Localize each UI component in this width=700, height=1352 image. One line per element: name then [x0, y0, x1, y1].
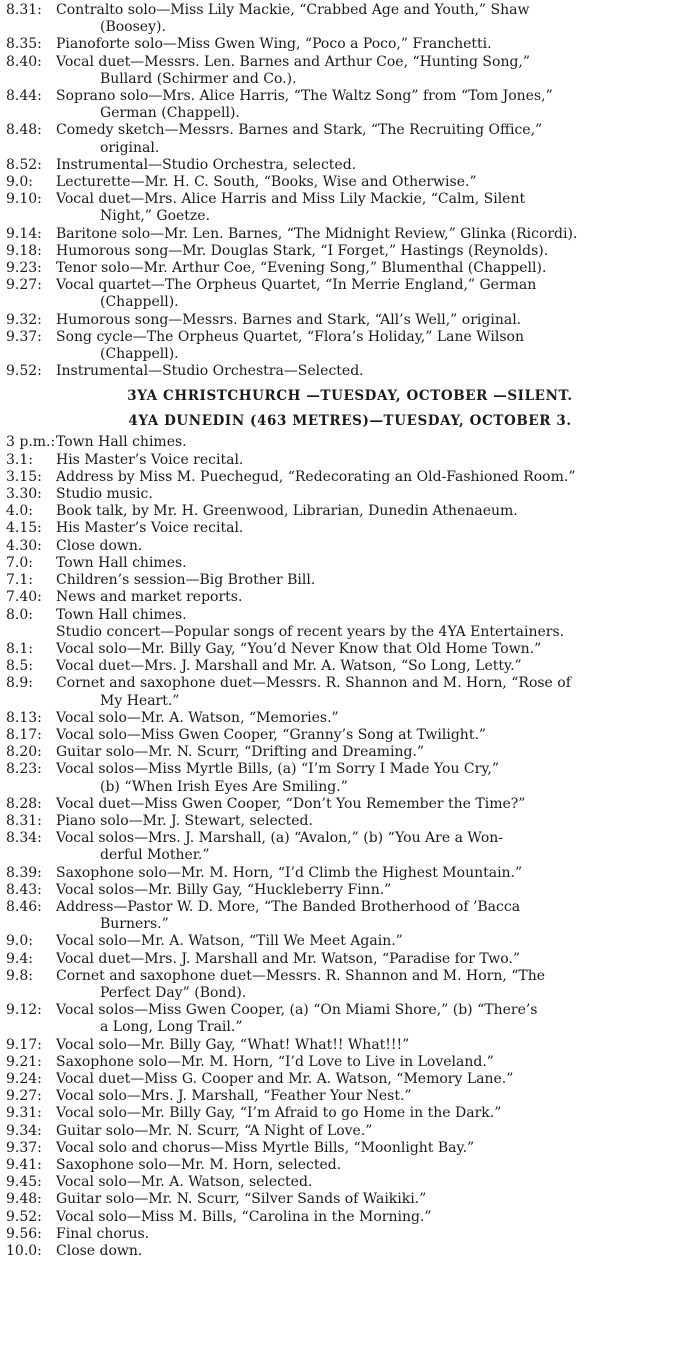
entry-text: Town Hall chimes. — [56, 606, 187, 623]
entry-text-continued: original. — [100, 139, 160, 156]
entry-time: 8.52: — [6, 156, 42, 173]
programme-entry — [6, 1140, 694, 1157]
entry-time: 3.15: — [6, 468, 42, 485]
programme-entry — [6, 469, 694, 486]
entry-time: 9.21: — [6, 1053, 42, 1070]
programme-entry — [6, 1226, 694, 1243]
entry-text-continued: (Chappell). — [100, 294, 179, 311]
programme-entry — [6, 1191, 694, 1208]
entry-text-continued: (b) “When Irish Eyes Are Smiling.” — [100, 778, 348, 795]
programme-entry — [6, 1157, 694, 1174]
entry-text-continued: derful Mother.” — [100, 847, 210, 864]
entry-text: Humorous song—Messrs. Barnes and Stark, “All’s Well,” original. — [56, 311, 522, 328]
entry-text: Address—Pastor W. D. More, “The Banded Brotherhood of ’Bacca — [56, 898, 521, 915]
entry-text: Lecturette—Mr. H. C. South, “Books, Wise and Otherwise.” — [56, 174, 477, 191]
entry-time: 8.20: — [6, 744, 42, 761]
entry-text: Close down. — [56, 537, 143, 554]
entry-time: 9.14: — [6, 225, 42, 242]
entry-time: 8.9: — [6, 675, 33, 692]
entry-text: Vocal solos—Mrs. J. Marshall, (a) “Avalon,” (b) “You Are a Won- — [56, 830, 503, 847]
entry-text: Cornet and saxophone duet—Messrs. R. Shannon and M. Horn, “Rose of — [56, 675, 571, 692]
entry-text: Vocal duet—Messrs. Len. Barnes and Arthur Coe, “Hunting Song,” — [56, 53, 531, 70]
entry-text: Vocal solo—Miss M. Bills, “Carolina in the Morning.” — [56, 1208, 432, 1225]
programme-entry — [6, 452, 694, 469]
entry-text: Baritone solo—Mr. Len. Barnes, “The Midnight Review,” Glinka (Ricordi). — [56, 225, 578, 242]
entry-time: 3.30: — [6, 486, 42, 503]
entry-text: Children’s session—Big Brother Bill. — [56, 572, 316, 589]
entry-text-continued: (Boosey). — [100, 19, 166, 36]
programme-entry — [6, 933, 694, 950]
entry-time: 9.0: — [6, 933, 33, 950]
entry-time: 8.1: — [6, 640, 33, 657]
programme-entry — [6, 1088, 694, 1105]
entry-time: 8.5: — [6, 658, 33, 675]
entry-time: 9.48: — [6, 1191, 42, 1208]
entry-text: Vocal duet—Mrs. J. Marshall and Mr. A. Watson, “So Long, Letty.” — [56, 658, 522, 675]
programme-entry — [6, 675, 694, 709]
entry-time: 9.10: — [6, 191, 42, 208]
programme-entry — [6, 486, 694, 503]
entry-time: 4.0: — [6, 503, 33, 520]
programme-entry — [6, 796, 694, 813]
entry-text: Instrumental—Studio Orchestra, selected. — [56, 156, 357, 173]
programme-entry — [6, 607, 694, 624]
entry-time: 8.0: — [6, 606, 33, 623]
programme-entry — [6, 226, 694, 243]
programme-entry — [6, 624, 694, 641]
entry-time: 8.44: — [6, 88, 42, 105]
programme-entry — [6, 710, 694, 727]
programme-entry — [6, 1243, 694, 1260]
programme-entry — [6, 882, 694, 899]
entry-text: Saxophone solo—Mr. M. Horn, “I’d Love to Live in Loveland.” — [56, 1053, 494, 1070]
programme-entry — [6, 555, 694, 572]
entry-time: 9.52: — [6, 1208, 42, 1225]
programme-entry — [6, 277, 694, 311]
entry-text-continued: Perfect Day” (Bond). — [100, 984, 247, 1001]
entry-time: 9.17: — [6, 1036, 42, 1053]
entry-time: 4.30: — [6, 537, 42, 554]
entry-text: Close down. — [56, 1243, 143, 1260]
programme-entry — [6, 1105, 694, 1122]
entry-text: Comedy sketch—Messrs. Barnes and Stark, “The Recruiting Office,” — [56, 122, 543, 139]
entry-time: 8.40: — [6, 53, 42, 70]
programme-entry — [6, 727, 694, 744]
programme-entry — [6, 36, 694, 53]
entry-text: Contralto solo—Miss Lily Mackie, “Crabbed Age and Youth,” Shaw — [56, 2, 530, 18]
programme-entry — [6, 641, 694, 658]
entry-text: Town Hall chimes. — [56, 434, 187, 451]
entry-time: 9.24: — [6, 1070, 42, 1087]
entry-text: Song cycle—The Orpheus Quartet, “Flora’s Holiday,” Lane Wilson — [56, 328, 524, 345]
programme-entry — [6, 744, 694, 761]
entry-time: 9.27: — [6, 1088, 42, 1105]
entry-time: 9.34: — [6, 1122, 42, 1139]
entry-text: Guitar solo—Mr. N. Scurr, “Drifting and Dreaming.” — [56, 744, 425, 761]
entry-time: 9.37: — [6, 1139, 42, 1156]
entry-text: His Master’s Voice recital. — [56, 451, 244, 468]
programme-entry — [6, 865, 694, 882]
entry-time: 9.37: — [6, 328, 42, 345]
entry-time: 8.35: — [6, 36, 42, 53]
entry-time: 8.23: — [6, 761, 42, 778]
entry-text: Studio music. — [56, 486, 153, 503]
programme-entry — [6, 1054, 694, 1071]
programme-entry — [6, 122, 694, 156]
entry-time: 7.0: — [6, 554, 33, 571]
programme-entry — [6, 1037, 694, 1054]
entry-time: 9.8: — [6, 967, 33, 984]
heading-4ya-dunedin: 4YA DUNEDIN (463 METRES)—TUESDAY, OCTOBER 3. — [128, 413, 572, 430]
entry-time: 7.1: — [6, 572, 33, 589]
programme-entry — [6, 260, 694, 277]
programme-entry — [6, 1123, 694, 1140]
entry-time: 9.56: — [6, 1225, 42, 1242]
entry-time: 9.12: — [6, 1002, 42, 1019]
programme-entry — [6, 520, 694, 537]
entry-text-continued: Night,” Goetze. — [100, 208, 211, 225]
programme-entry — [6, 968, 694, 1002]
entry-text: Address by Miss M. Puechegud, “Redecorating an Old-Fashioned Room.” — [56, 468, 576, 485]
entry-text-continued: German (Chappell). — [100, 105, 240, 122]
programme-entry — [6, 363, 694, 380]
programme-entry — [6, 572, 694, 589]
entry-text: His Master’s Voice recital. — [56, 520, 244, 537]
entry-text: Humorous song—Mr. Douglas Stark, “I Forget,” Hastings (Reynolds). — [56, 242, 549, 259]
programme-entry — [6, 174, 694, 191]
entry-text: Saxophone solo—Mr. M. Horn, selected. — [56, 1157, 342, 1173]
entry-text: Studio concert—Popular songs of recent years by the 4YA Entertainers. — [56, 623, 565, 640]
entry-text: Vocal duet—Miss Gwen Cooper, “Don’t You Remember the Time?” — [56, 795, 526, 812]
programme-entry — [6, 329, 694, 363]
programme-entry — [6, 761, 694, 795]
entry-text-continued: Burners.” — [100, 916, 169, 933]
entry-time: 3.1: — [6, 451, 33, 468]
entry-text: News and market reports. — [56, 589, 243, 606]
entry-text: Tenor solo—Mr. Arthur Coe, “Evening Song,” Blumenthal (Chappell). — [56, 260, 547, 277]
entry-text: Pianoforte solo—Miss Gwen Wing, “Poco a Poco,” Franchetti. — [56, 36, 492, 53]
entry-time: 10.0: — [6, 1243, 42, 1260]
entry-text: Guitar solo—Mr. N. Scurr, “A Night of Love.” — [56, 1122, 373, 1139]
entry-text: Instrumental—Studio Orchestra—Selected. — [56, 363, 364, 380]
programme-entry — [6, 191, 694, 225]
entry-text: Vocal solo—Mr. A. Watson, “Till We Meet Again.” — [56, 933, 403, 950]
entry-text: Vocal solo—Mr. Billy Gay, “I’m Afraid to go Home in the Dark.” — [56, 1105, 502, 1122]
entry-text: Vocal solos—Miss Gwen Cooper, (a) “On Miami Shore,” (b) “There’s — [56, 1002, 538, 1019]
entry-time: 8.28: — [6, 795, 42, 812]
programme-list-4ya — [6, 434, 694, 1260]
entry-time: 9.27: — [6, 277, 42, 294]
programme-entry — [6, 54, 694, 88]
programme-entry — [6, 157, 694, 174]
entry-text: Vocal solo—Mr. A. Watson, “Memories.” — [56, 709, 339, 726]
entry-text: Vocal solo—Mrs. J. Marshall, “Feather Your Nest.” — [56, 1088, 412, 1105]
entry-text: Cornet and saxophone duet—Messrs. R. Shannon and M. Horn, “The — [56, 967, 546, 984]
entry-text-continued: a Long, Long Trail.” — [100, 1019, 243, 1036]
entry-time: 9.18: — [6, 242, 42, 259]
entry-time: 3 p.m.: — [6, 434, 56, 451]
entry-time: 9.31: — [6, 1105, 42, 1122]
programme-entry — [6, 658, 694, 675]
entry-time: 8.13: — [6, 709, 42, 726]
entry-text: Vocal quartet—The Orpheus Quartet, “In Merrie England,” German — [56, 277, 537, 294]
programme-list-continued — [6, 2, 694, 380]
entry-time: 9.23: — [6, 260, 42, 277]
entry-text: Vocal solos—Miss Myrtle Bills, (a) “I’m Sorry I Made You Cry,” — [56, 761, 499, 778]
entry-time: 8.31: — [6, 812, 42, 829]
entry-text: Vocal solo—Mr. Billy Gay, “You’d Never Know that Old Home Town.” — [56, 640, 542, 657]
programme-entry — [6, 589, 694, 606]
programme-entry — [6, 1071, 694, 1088]
entry-text: Final chorus. — [56, 1225, 150, 1242]
entry-time: 8.46: — [6, 898, 42, 915]
entry-time: 9.41: — [6, 1157, 42, 1173]
programme-entry — [6, 503, 694, 520]
programme-entry — [6, 88, 694, 122]
entry-text-continued: (Chappell). — [100, 346, 179, 363]
entry-time: 9.52: — [6, 363, 42, 380]
programme-entry — [6, 243, 694, 260]
entry-text: Vocal duet—Mrs. J. Marshall and Mr. Watson, “Paradise for Two.” — [56, 950, 521, 967]
entry-time: 9.32: — [6, 311, 42, 328]
entry-time: 7.40: — [6, 589, 42, 606]
programme-entry — [6, 312, 694, 329]
entry-time: 8.34: — [6, 830, 42, 847]
programme-entry — [6, 899, 694, 933]
programme-entry — [6, 1209, 694, 1226]
heading-3ya-christchurch: 3YA CHRISTCHURCH —TUESDAY, OCTOBER —SILENT. — [127, 388, 573, 405]
entry-text: Vocal solo—Mr. A. Watson, selected. — [56, 1174, 313, 1191]
entry-text: Book talk, by Mr. H. Greenwood, Librarian, Dunedin Athenaeum. — [56, 503, 518, 520]
entry-text: Vocal solo and chorus—Miss Myrtle Bills, “Moonlight Bay.” — [56, 1139, 475, 1156]
entry-text: Soprano solo—Mrs. Alice Harris, “The Waltz Song” from “Tom Jones,” — [56, 88, 553, 105]
programme-entry — [6, 1174, 694, 1191]
entry-time: 9.45: — [6, 1174, 42, 1191]
entry-text-continued: My Heart.” — [100, 692, 180, 709]
programme-entry — [6, 1002, 694, 1036]
entry-text-continued: Bullard (Schirmer and Co.). — [100, 70, 297, 87]
entry-time: 4.15: — [6, 520, 42, 537]
entry-text: Piano solo—Mr. J. Stewart, selected. — [56, 812, 313, 829]
entry-time: 8.31: — [6, 2, 42, 18]
entry-time: 9.0: — [6, 174, 33, 191]
entry-time: 8.48: — [6, 122, 42, 139]
entry-text: Vocal solos—Mr. Billy Gay, “Huckleberry Finn.” — [56, 881, 392, 898]
entry-time: 8.39: — [6, 864, 42, 881]
entry-text: Vocal duet—Miss G. Cooper and Mr. A. Watson, “Memory Lane.” — [56, 1070, 514, 1087]
entry-text: Town Hall chimes. — [56, 554, 187, 571]
programme-entry — [6, 434, 694, 451]
programme-entry — [6, 2, 694, 36]
programme-entry — [6, 951, 694, 968]
programme-entry — [6, 830, 694, 864]
entry-text: Guitar solo—Mr. N. Scurr, “Silver Sands of Waikiki.” — [56, 1191, 427, 1208]
programme-entry — [6, 538, 694, 555]
entry-time: 9.4: — [6, 950, 33, 967]
entry-text: Vocal duet—Mrs. Alice Harris and Miss Lily Mackie, “Calm, Silent — [56, 191, 526, 208]
entry-text: Vocal solo—Mr. Billy Gay, “What! What!! What!!!” — [56, 1036, 410, 1053]
entry-time: 8.43: — [6, 881, 42, 898]
programme-entry — [6, 813, 694, 830]
entry-text: Saxophone solo—Mr. M. Horn, “I’d Climb the Highest Mountain.” — [56, 864, 523, 881]
entry-text: Vocal solo—Miss Gwen Cooper, “Granny’s Song at Twilight.” — [56, 726, 487, 743]
entry-time: 8.17: — [6, 726, 42, 743]
